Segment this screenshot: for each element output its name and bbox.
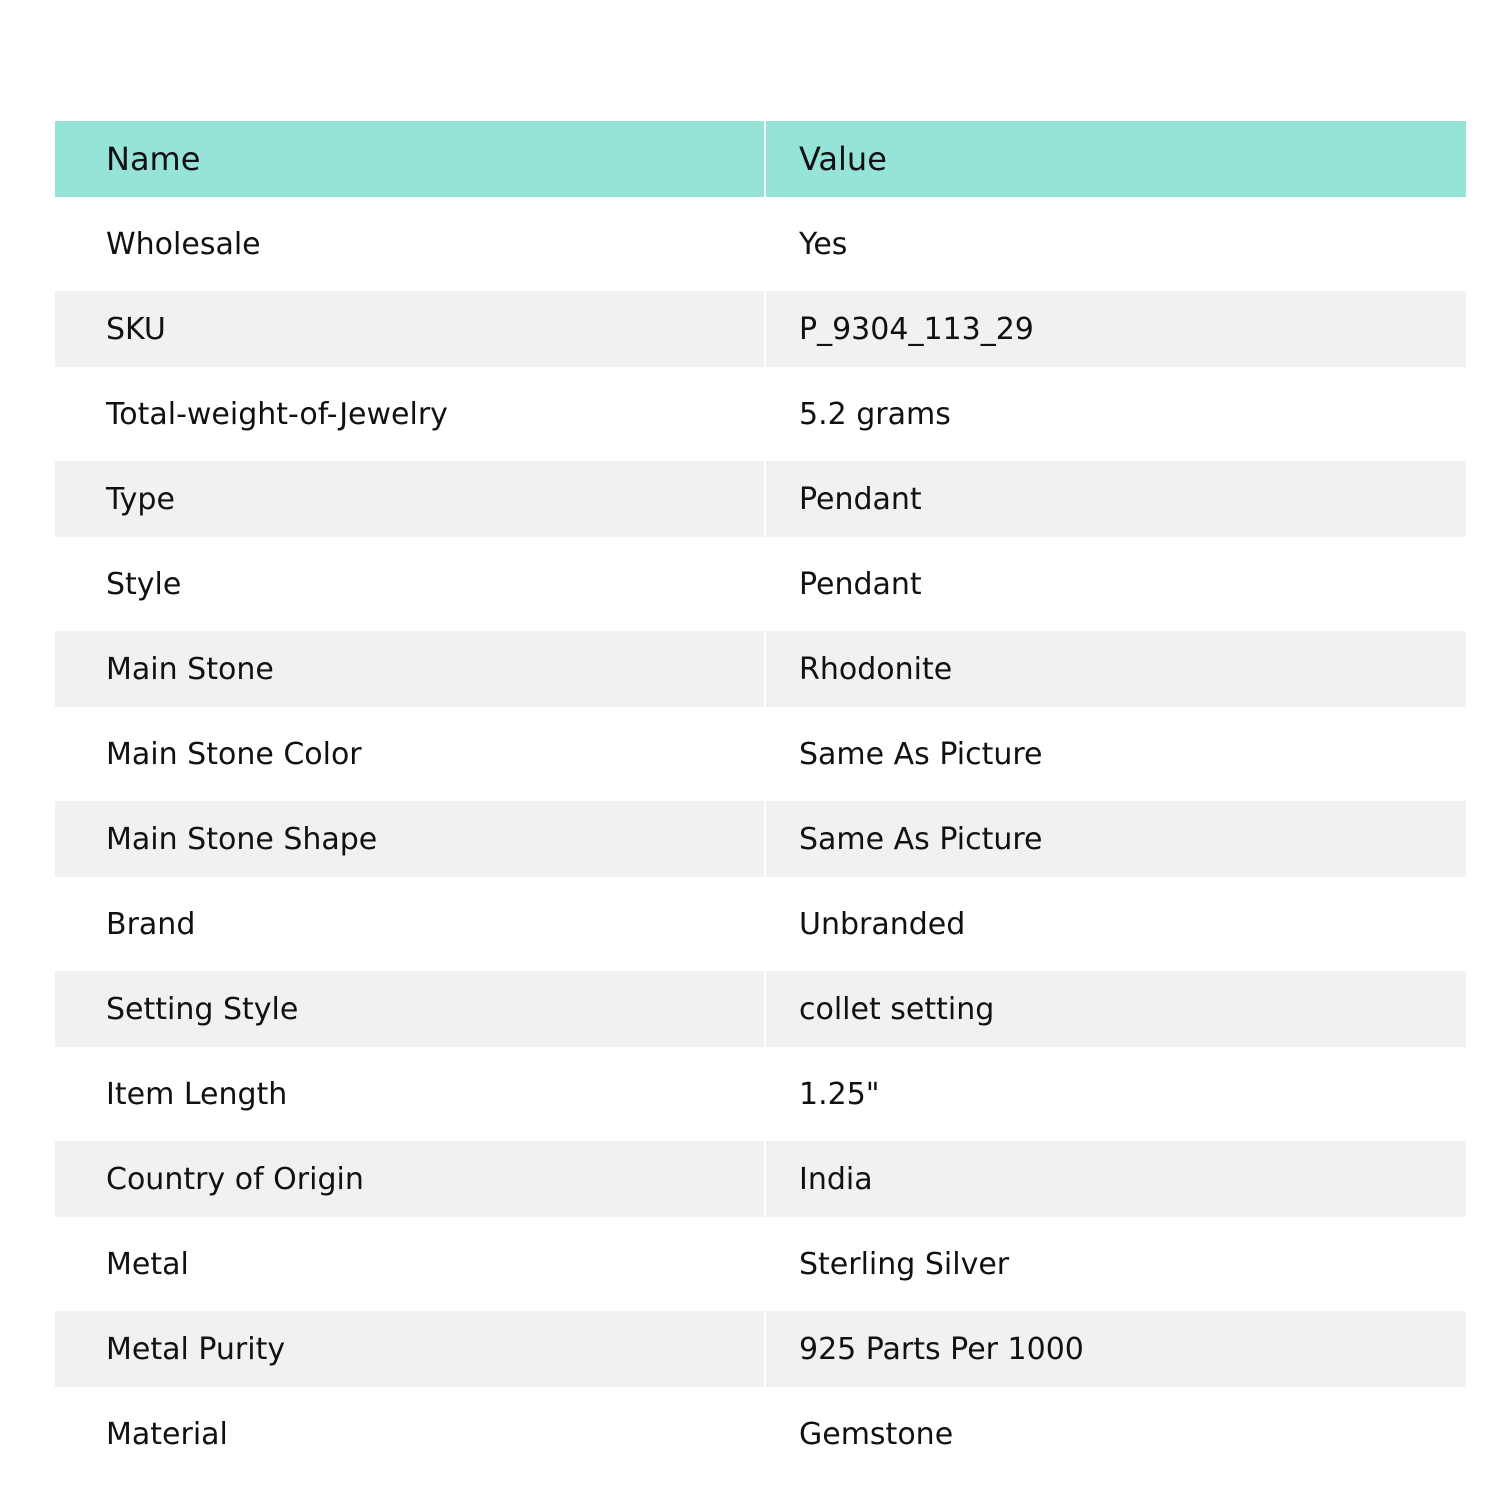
row-value-cell: P_9304_113_29 [766,291,1466,367]
row-name-cell: Metal Purity [55,1311,766,1387]
row-value-cell: Same As Picture [766,801,1466,877]
row-name-cell: Metal [106,1246,189,1282]
row-name-cell: Style [106,566,182,602]
row-value-cell: collet setting [766,971,1466,1047]
table-row [55,877,1466,971]
item-specifics-table [55,121,1466,1481]
table-row [55,537,1466,631]
column-header-value: Value [766,121,1466,197]
table-header-row [55,121,1466,197]
table-row [55,971,1466,1047]
row-value-cell: 5.2 grams [799,396,951,432]
row-value-cell: Rhodonite [766,631,1466,707]
row-name-cell: Item Length [106,1076,288,1112]
table-row [55,1387,1466,1481]
table-row [55,367,1466,461]
table-row [55,291,1466,367]
row-name-cell: Brand [106,906,196,942]
row-value-cell: Unbranded [799,906,966,942]
table-row [55,801,1466,877]
row-value-cell: India [766,1141,1466,1217]
row-name-cell: SKU [55,291,766,367]
table-row [55,631,1466,707]
row-name-cell: Main Stone [55,631,766,707]
row-value-cell: Gemstone [799,1416,954,1452]
table-row [55,1047,1466,1141]
row-value-cell: Yes [799,226,848,262]
table-row [55,461,1466,537]
row-name-cell: Setting Style [55,971,766,1047]
row-value-cell: Pendant [766,461,1466,537]
table-row [55,1311,1466,1387]
row-value-cell: 925 Parts Per 1000 [766,1311,1466,1387]
row-value-cell: Pendant [799,566,922,602]
table-row [55,707,1466,801]
row-name-cell: Main Stone Color [106,736,362,772]
row-name-cell: Total-weight-of-Jewelry [106,396,448,432]
row-value-cell: Sterling Silver [799,1246,1010,1282]
row-name-cell: Type [55,461,766,537]
row-value-cell: 1.25" [799,1076,880,1112]
table-row [55,1141,1466,1217]
column-header-name: Name [55,121,766,197]
row-name-cell: Main Stone Shape [55,801,766,877]
row-name-cell: Wholesale [106,226,261,262]
row-value-cell: Same As Picture [799,736,1043,772]
table-row [55,1217,1466,1311]
row-name-cell: Country of Origin [55,1141,766,1217]
row-name-cell: Material [106,1416,228,1452]
table-row [55,197,1466,291]
